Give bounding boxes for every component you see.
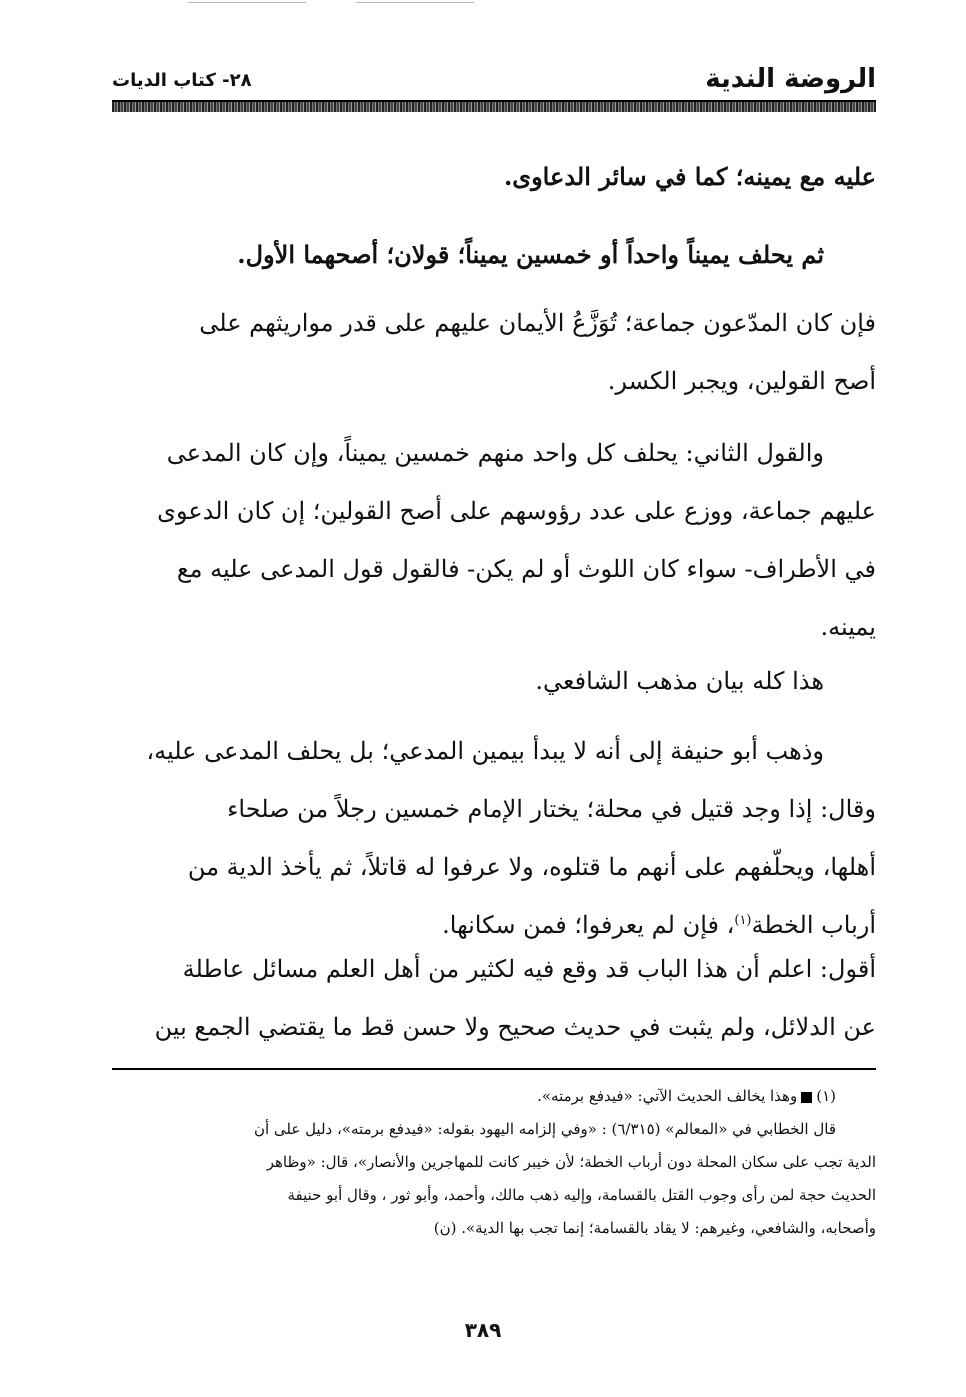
footnote-2-line-4: وأصحابه، والشافعي، وغيرهم: لا يقاد بالقسامة؛ إنما تجب بها الدية». (ن) [433, 1219, 876, 1237]
paragraph-1 [112, 148, 876, 206]
paragraph-3-line-1: فإن كان المدّعون جماعة؛ تُوَزَّعُ الأيمان عليهم على قدر مواريثهم على [199, 309, 876, 337]
paragraph-4-line-3: في الأطراف- سواء كان اللوث أو لم يكن- فالقول قول المدعى عليه مع [176, 555, 876, 583]
paragraph-6-line-3: أهلها، ويحلّفهم على أنهم ما قتلوه، ولا عرفوا له قاتلاً، ثم يأخذ الدية من [187, 853, 876, 881]
paragraph-7 [112, 940, 876, 1056]
paragraph-5-text: هذا كله بيان مذهب الشافعي. [535, 667, 824, 695]
footnote-2-line-2: الدية تجب على سكان المحلة دون أرباب الخطة؛ لأن خيبر كانت للمهاجرين والأنصار»، قال: «وظاهر [266, 1153, 876, 1171]
paragraph-1-text: عليه مع يمينه؛ كما في سائر الدعاوى. [503, 162, 876, 191]
footnote-2-line-3: الحديث حجة لمن رأى وجوب القتل بالقسامة، وإليه ذهب مالك، وأحمد، وأبو ثور ، وقال أبو حنيفة [287, 1186, 876, 1204]
paragraph-6-line-1: وذهب أبو حنيفة إلى أنه لا يبدأ بيمين المدعي؛ بل يحلف المدعى عليه، [146, 737, 824, 765]
footnote-separator [112, 1068, 876, 1070]
paragraph-3 [112, 294, 876, 410]
footnote-2-line-1: قال الخطابي في «المعالم» (٦/٣١٥) : «وفي إلزامه اليهود بقوله: «فيدفع برمته»، دليل على أن [253, 1120, 836, 1138]
paragraph-6 [112, 722, 876, 954]
paragraph-3-line-2: أصح القولين، ويجبر الكسر. [607, 367, 876, 395]
paragraph-4-line-1: والقول الثاني: يحلف كل واحد منهم خمسين يميناً، وإن كان المدعى [166, 439, 824, 467]
paragraph-6-line-2: وقال: إذا وجد قتيل في محلة؛ يختار الإمام خمسين رجلاً من صلحاء [227, 795, 876, 823]
footnote-reference[interactable]: (١) [734, 913, 752, 928]
book-title: الروضة الندية [705, 64, 876, 94]
paragraph-5 [112, 652, 876, 710]
paragraph-4-line-2: عليهم جماعة، ووزع على عدد رؤوسهم على أصح القولين؛ إن كان الدعوى [157, 497, 876, 525]
footnote-1 [112, 1080, 876, 1113]
footnotes [112, 1080, 876, 1245]
paragraph-2 [112, 226, 876, 284]
running-header [112, 60, 876, 96]
header-rule [112, 100, 876, 112]
scan-artifact-line [356, 2, 474, 3]
paragraph-7-line-2: عن الدلائل، ولم يثبت في حديث صحيح ولا حسن قط ما يقتضي الجمع بين [154, 1013, 876, 1041]
footnote-1-number: (١) [816, 1087, 836, 1105]
page-number: ٣٨٩ [464, 1318, 502, 1342]
paragraph-7-line-1: أقول: اعلم أن هذا الباب قد وقع فيه لكثير من أهل العلم مسائل عاطلة [182, 955, 876, 983]
paragraph-4-line-4: يمينه. [820, 613, 876, 641]
paragraph-4 [112, 424, 876, 656]
scan-artifact-line [188, 2, 306, 3]
square-mark-icon [801, 1092, 812, 1103]
paragraph-2-text: ثم يحلف يميناً واحداً أو خمسين يميناً؛ قولان؛ أصحهما الأول. [237, 240, 824, 269]
paragraph-6-line-4-end: ، فإن لم يعرفوا؛ فمن سكانها. [442, 911, 735, 939]
footnote-1-text: وهذا يخالف الحديث الآتي: «فيدفع برمته». [537, 1087, 798, 1105]
paragraph-6-line-4-start: أرباب الخطة [751, 911, 876, 939]
chapter-title: ٢٨- كتاب الديات [112, 70, 252, 91]
